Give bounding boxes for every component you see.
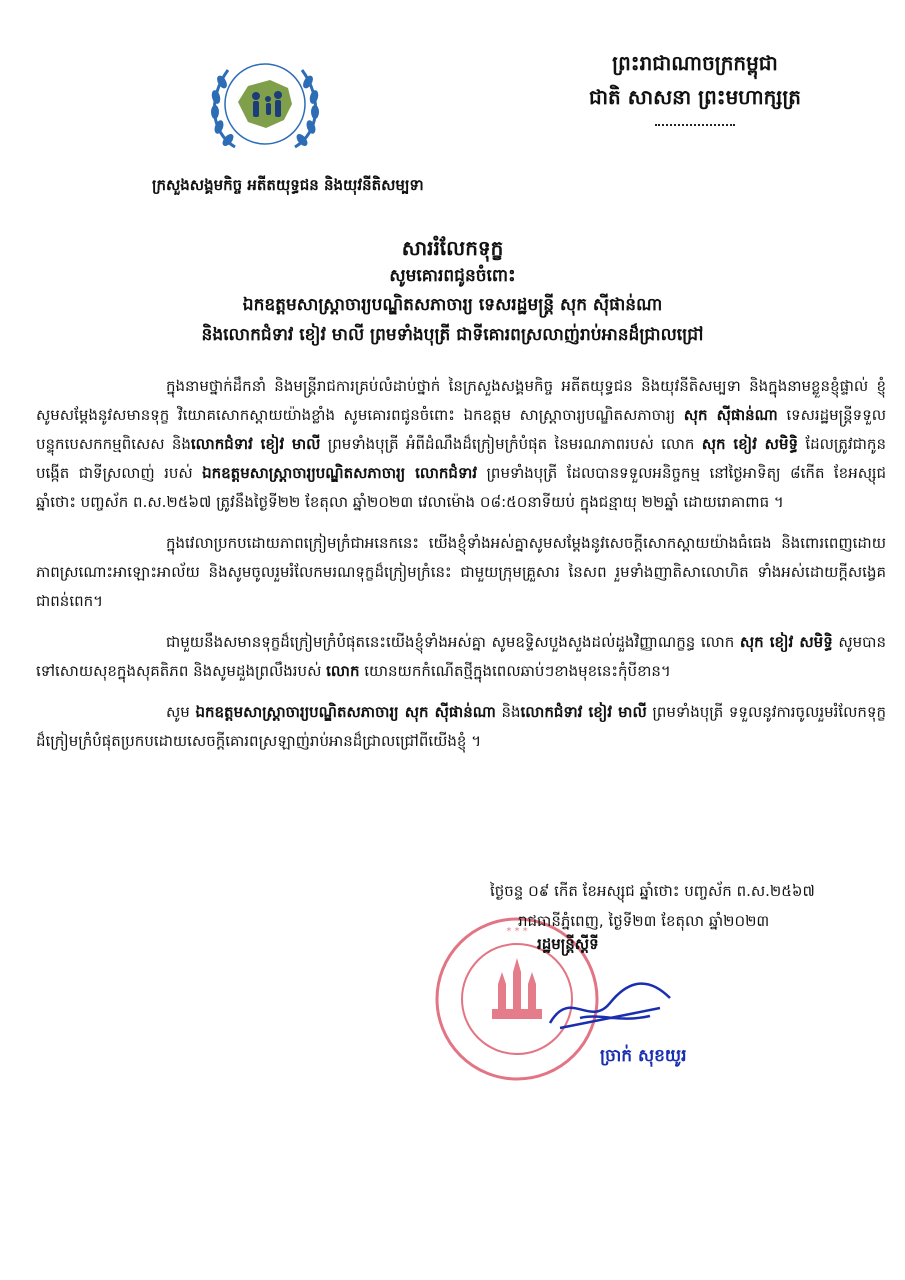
paragraph-3: ជាមួយនឹងសមានទុក្ខដ៏ក្រៀមក្រំបំផុតនេះយើងខ្ញុំទាំងអស់គ្នា សូមឧទ្ទិសបួងសួងដល់ដួងវិញ្ញាណក្ខន្ធ លោក សុក ខៀវ សមិទ្ធិ សូមបានទៅសោយសុខក្នុងសុគតិភព និងសូមដួងព្រលឹងរបស់ លោក យោនយកកំណើតថ្មីក្នុងពេលឆាប់ៗខាងមុខនេះកុំបីខាន។: [36, 633, 886, 680]
date-lunar: ថ្ងៃចន្ទ ០៩ កើត ខែអស្សុជ ឆ្នាំថោះ បញ្ចស័ក ព.ស.២៥៦៧: [490, 882, 815, 900]
date-place: រាជធានីភ្នំពេញ, ថ្ងៃទី២៣ ខែតុលា ឆ្នាំ២០២៣: [518, 912, 770, 930]
kingdom-line1: ព្រះរាជាណាចក្រកម្ពុជា: [612, 51, 778, 75]
date-block: [490, 876, 815, 936]
title-line4: និងលោកជំទាវ ខៀវ មាលី ព្រមទាំងបុត្រី ជាទីគោរពស្រលាញ់រាប់អានដ៏ជ្រាលជ្រៅ: [201, 325, 704, 345]
letter-title: [60, 234, 845, 350]
ministry-logo: [200, 52, 330, 162]
ornament-divider: [655, 124, 735, 126]
kingdom-motto: [565, 46, 825, 126]
svg-text:* * *: * * *: [506, 926, 528, 937]
kingdom-line2: ជាតិ សាសនា ព្រះមហាក្សត្រ: [589, 85, 801, 109]
ministry-name: ក្រសួងសង្គមកិច្ច អតីតយុទ្ធជន និងយុវនីតិសម្បទា: [152, 176, 424, 194]
title-line3: ឯកឧត្តមសាស្ត្រាចារ្យបណ្ឌិតសភាចារ្យ ទេសរដ្ឋមន្ត្រី សុក ស៊ីផាន់ណា: [242, 295, 663, 315]
signatory-name: ច្រាក់ សុខយូរ: [600, 1046, 687, 1066]
paragraph-2: ក្នុងវេលាប្រកបដោយភាពក្រៀមក្រំជាអនេកនេះ យើងខ្ញុំទាំងអស់គ្នាសូមសម្តែងនូវសេចក្តីសោកស្តាយយ៉ាងធំធេង និងពោរពេញដោយភាពស្រណោះអាឡោះអាល័យ និងសូមចូលរួមរំលែកមរណទុក្ខដ៏ក្រៀមក្រំនេះ ជាមួយក្រុមគ្រួសារ នៃសព រួមទាំងញាតិសាលោហិត ទាំងអស់ដោយក្តីសង្វេគជាពន់ពេក។: [36, 534, 886, 610]
title-line2: សូមគោរពជូនចំពោះ: [389, 266, 516, 286]
title-line1: សាររំលែកទុក្ខ: [401, 236, 504, 260]
paragraph-1: ក្នុងនាមថ្នាក់ដឹកនាំ និងមន្ត្រីរាជការគ្រប់លំដាប់ថ្នាក់ នៃក្រសួងសង្គមកិច្ច អតីតយុទ្ធជន និងយុវនីតិសម្បទា និងក្នុងនាមខ្លួនខ្ញុំផ្ទាល់ ខ្ញុំសូមសម្តែងនូវសមានទុក្ខ វិយោគសោកស្តាយយ៉ាងខ្លាំង សូមគោរពជូនចំពោះ ឯកឧត្តម សាស្ត្រាចារ្យបណ្ឌិតសភាចារ្យ សុក ស៊ីផាន់ណា ទេសរដ្ឋមន្ត្រីទទួលបន្ទុកបេសកកម្មពិសេស និងលោកជំទាវ ខៀវ មាលី ព្រមទាំងបុត្រី អំពីដំណឹងដ៏ក្រៀមក្រំបំផុត នៃមរណភាពរបស់ លោក សុក ខៀវ សមិទ្ធិ ដែលត្រូវជាកូនបង្កើត ជាទីស្រលាញ់ របស់ ឯកឧត្តមសាស្ត្រាចារ្យបណ្ឌិតសភាចារ្យ លោកជំទាវ ព្រមទាំងបុត្រី ដែលបានទទួលអនិច្ចកម្ម នៅថ្ងៃអាទិត្យ ៨កើត ខែអស្សុជ ឆ្នាំថោះ បញ្ចស័ក ព.ស.២៥៦៧ ត្រូវនឹងថ្ងៃទី២២ ខែតុលា ឆ្នាំ២០២៣ វេលាម៉ោង ០៨:៥០នាទីយប់ ក្នុងជន្មាយុ ២២ឆ្នាំ ដោយរោគាពាធ ។: [36, 377, 886, 511]
signatory-title: រដ្ឋមន្ត្រីស្តីទី: [537, 935, 599, 953]
handwritten-signature: [540, 968, 680, 1048]
angkor-wat-icon: [492, 958, 542, 1019]
paragraph-4: សូម ឯកឧត្តមសាស្ត្រាចារ្យបណ្ឌិតសភាចារ្យ សុក ស៊ីផាន់ណា និងលោកជំទាវ ខៀវ មាលី ព្រមទាំងបុត្រី ទទួលនូវការចូលរួមរំលែកទុក្ខដ៏ក្រៀមក្រំបំផុតប្រកបដោយសេចក្តីគោរពស្រឡាញ់រាប់អានដ៏ជ្រាលជ្រៅពីយើងខ្ញុំ ។: [36, 703, 887, 750]
letter-body: [36, 372, 887, 768]
